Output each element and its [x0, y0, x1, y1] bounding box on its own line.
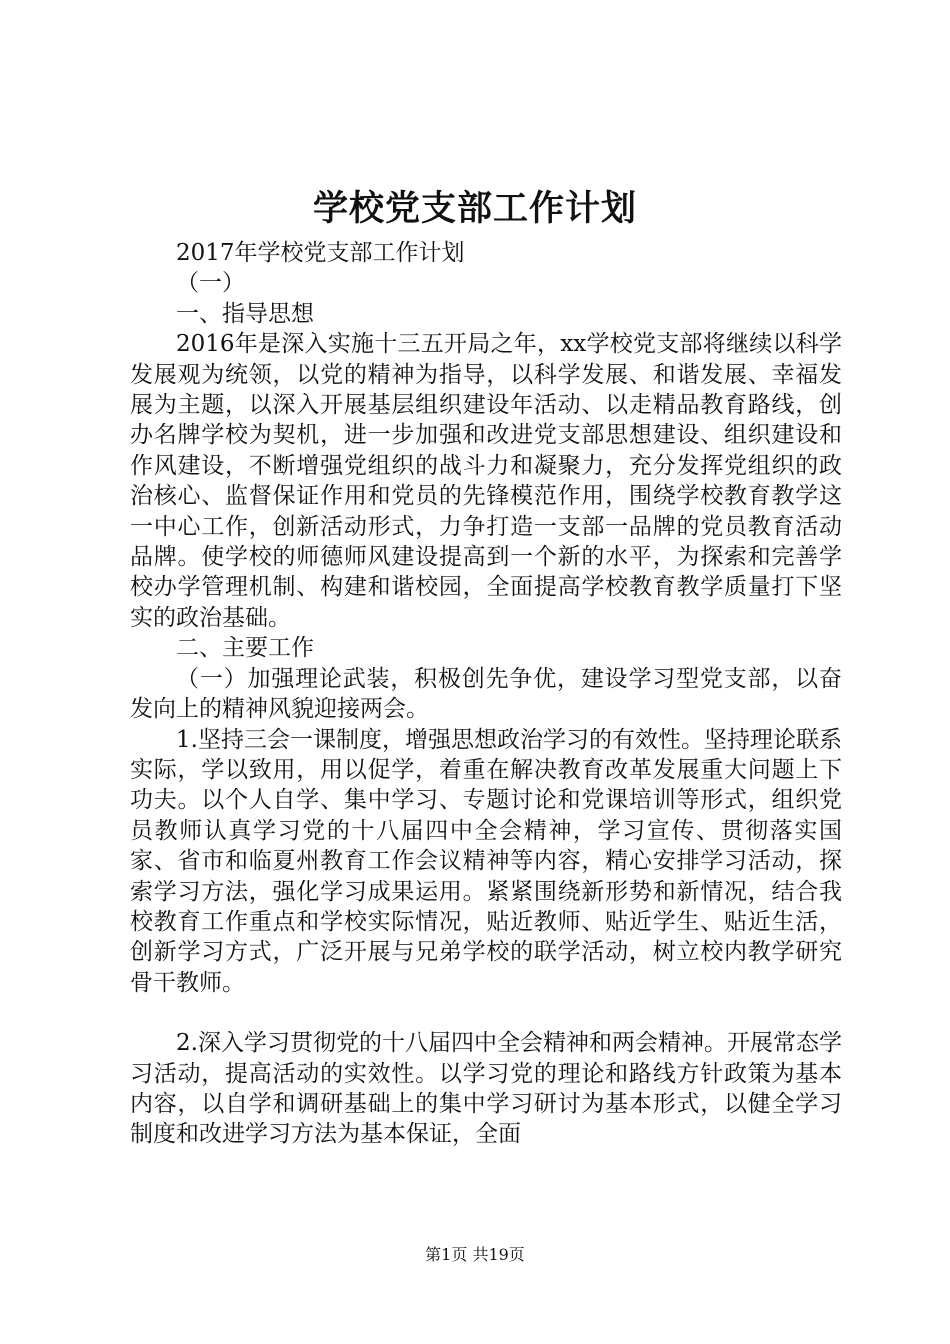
- document-body: [130, 238, 842, 1150]
- paragraph-subtitle: 2017年学校党支部工作计划: [176, 240, 465, 266]
- heading-main-work: 二、主要工作: [176, 635, 314, 662]
- paragraph-item-2: 2.深入学习贯彻党的十八届四中全会精神和两会精神。开展常态学习活动，提高活动的实效性。以学习党的理论和路线方针政策为基本内容，以自学和调研基础上的集中学习研讨为基本形式，以健全学习制度和改进学习方法为基本保证，全面: [130, 1030, 842, 1148]
- paragraph-item-1: 1.坚持三会一课制度，增强思想政治学习的有效性。坚持理论联系实际，学以致用，用以促学，着重在解决教育改革发展重大问题上下功夫。以个人自学、集中学习、专题讨论和党课培训等形式，组织党员教师认真学习党的十八届四中全会精神，学习宣传、贯彻落实国家、省市和临夏州教育工作会议精神等内容，精心安排学习活动，探索学习方法，强化学习成果运用。紧紧围绕新形势和新情况，结合我校教育工作重点和学校实际情况，贴近教师、贴近学生、贴近生活，创新学习方式，广泛开展与兄弟学校的联学活动，树立校内教学研究骨干教师。: [130, 726, 842, 996]
- document-title: 学校党支部工作计划: [312, 188, 637, 229]
- paragraph-main-work-1: （一）加强理论武装，积极创先争优，建设学习型党支部，以奋发向上的精神风貌迎接两会。: [130, 665, 842, 723]
- heading-guiding-ideology: 一、指导思想: [176, 300, 314, 327]
- paragraph-section-number: （一）: [176, 270, 245, 297]
- page-footer: 第1页 共19页: [425, 1245, 525, 1264]
- paragraph-guiding-ideology: 2016年是深入实施十三五开局之年，xx学校党支部将继续以科学发展观为统领，以党的精神为指导，以科学发展、和谐发展、幸福发展为主题，以深入开展基层组织建设年活动、以走精品教育路线，创办名牌学校为契机，进一步加强和改进党支部思想建设、组织建设和作风建设，不断增强党组织的战斗力和凝聚力，充分发挥党组织的政治核心、监督保证作用和党员的先锋模范作用，围绕学校教育教学这一中心工作，创新活动形式，力争打造一支部一品牌的党员教育活动品牌。使学校的师德师风建设提高到一个新的水平，为探索和完善学校办学管理机制、构建和谐校园，全面提高学校教育教学质量打下坚实的政治基础。: [130, 331, 842, 631]
